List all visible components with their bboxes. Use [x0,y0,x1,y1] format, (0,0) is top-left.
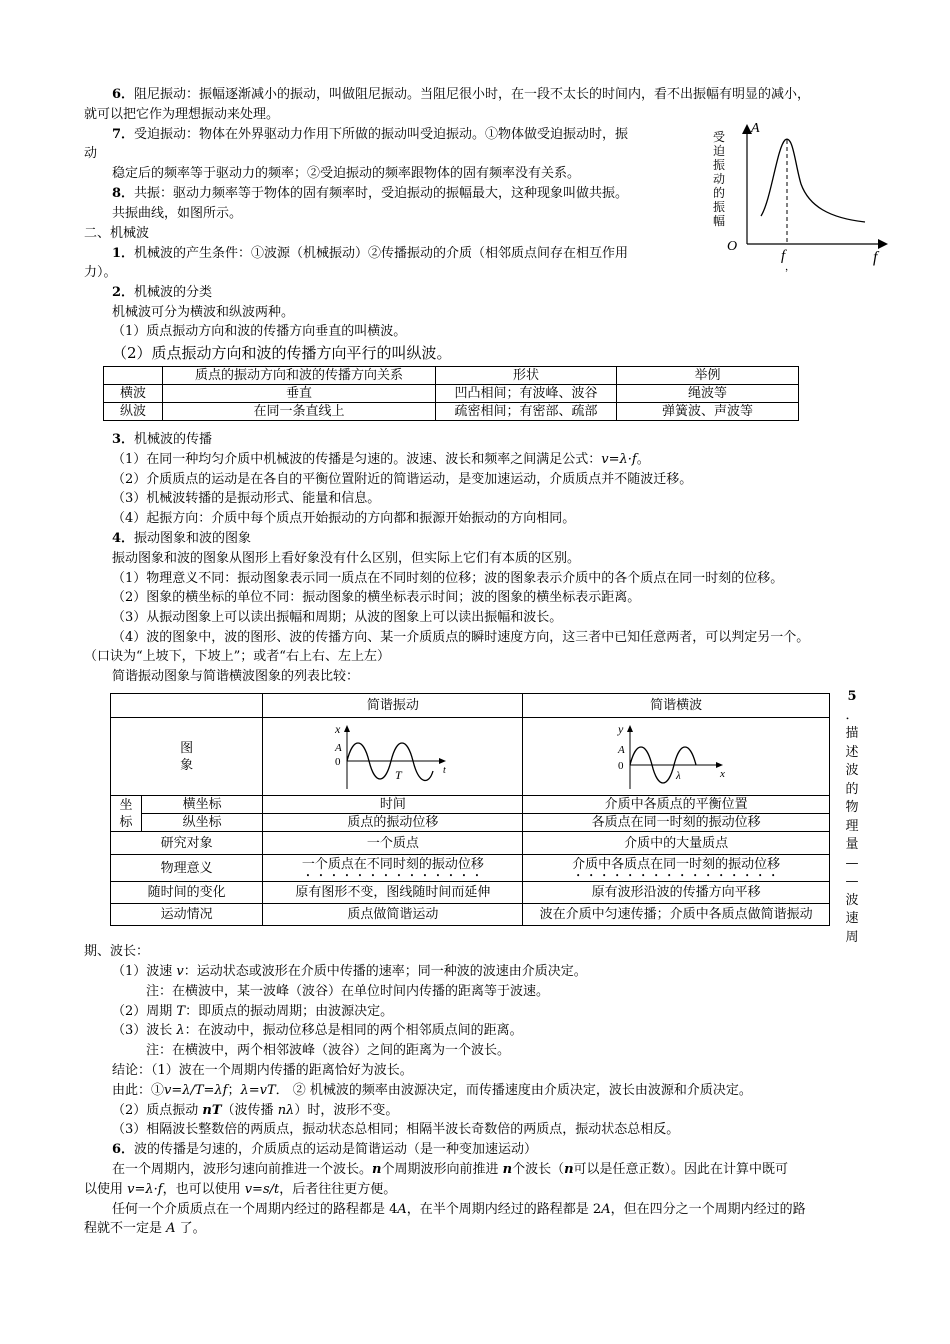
vertical-char: ． [845,707,859,723]
amplitude-label-char: 受 [712,130,725,144]
table-cell: 波在介质中匀速传播；介质中各质点做简谐振动 [523,904,830,926]
resonance-curve-svg [705,118,895,278]
a-axis-letter: A [751,121,760,136]
table-row [104,403,799,421]
item-7-cont2: 稳定后的频率等于驱动力的频率；②受迫振动的频率跟物体的固有频率没有关系。 [112,166,581,181]
wave-item-3-l1: （1）在同一种均匀介质中机械波的传播是匀速的。波速、波长和频率之间满足公式：v=λ·f。 [112,452,650,467]
table-cell: 纵波 [104,403,163,421]
amplitude-label-char: 迫 [712,144,725,158]
table-cell: 横坐标 [142,796,263,814]
table-cell: 介质中各质点的平衡位置 [523,796,830,814]
table-row [111,904,830,926]
table-cell: 一个质点在不同时刻的振动位移 [263,855,523,882]
origin-label: O [727,239,738,254]
item-6: 6．阻尼振动：振幅逐渐减小的振动，叫做阻尼振动。当阻尼很小时，在一段不太长的时间内，看不出振幅有明显的减小， [112,87,811,102]
graph-y-label: y [618,721,624,736]
table-row [111,832,830,855]
table-cell: 原有图形不变，图线随时间而延伸 [263,882,523,904]
vertical-char: 量 [845,837,859,852]
comparison-table [110,693,830,926]
item-8: 8．共振：驱动力频率等于物体的固有频率时，受迫振动的振幅最大，这种现象叫做共振。 [112,186,629,201]
f0-subscript: ， [785,262,795,273]
item-6b-p1: 在一个周期内，波形匀速向前推进一个波长。n个周期波形向前推进 n个波长（n可以是任意正数）。因此在计算中既可 [112,1162,789,1177]
resonance-curve [761,139,865,222]
table-cell: 介质中的大量质点 [523,832,830,855]
wave-item-2-l2: （1）质点振动方向和波的传播方向垂直的叫横波。 [112,324,407,339]
item-5-l4: （3）波长 λ：在波动中，振动位移总是相同的两个相邻质点间的距离。 [112,1023,523,1038]
item-6b-p2: 以使用 v=λ·f，也可以使用 v=s/t，后者往往更方便。 [84,1182,397,1197]
item-7-cont1: 动 [84,146,98,161]
table-row [111,855,830,882]
item-5-l8: （2）质点振动 nT（波传播 nλ）时，波形不变。 [112,1103,399,1118]
wave-item-3-l4: （4）起振方向：介质中每个质点开始振动的方向都和振源开始振动的方向相同。 [112,511,576,526]
vertical-char: 速 [845,911,859,926]
wave-item-4-l2: （1）物理意义不同：振动图象表示同一质点在不同时刻的位移；波的图象表示介质中的各个质点在同一时刻的位移。 [112,571,784,586]
item-5-vertical-text [845,688,859,947]
table-header-oscillation: 简谐振动 [263,694,523,718]
wave-item-3-l2: （2）介质质点的运动是在各自的平衡位置附近的简谐运动，是变加速运动，介质质点并不随波迁移。 [112,472,693,487]
graph-zero-label: 0 [618,759,624,772]
vertical-char: 述 [845,744,859,760]
table-cell [111,694,263,718]
graph-t-label: t [442,764,446,776]
table-cell: 纵坐标 [142,814,263,832]
table-cell: 时间 [263,796,523,814]
table-cell: 随时间的变化 [111,882,263,904]
vertical-char: 理 [845,818,859,834]
item-5-l3: （2）周期 T：即质点的振动周期；由波源决定。 [112,1004,394,1019]
wave-graph [616,721,736,793]
graph-zero-label: 0 [334,755,341,768]
table-cell: 坐 标 [111,796,142,832]
item-5-l5: 注：在横波中，两个相邻波峰（波谷）之间的距离为一个波长。 [146,1043,511,1058]
table-cell: 图 象 [111,718,263,796]
table-row [111,796,830,814]
table-cell: 一个质点 [263,832,523,855]
item-5-l2: 注：在横波中，某一波峰（波谷）在单位时间内传播的距离等于波速。 [146,984,550,999]
graph-period-label: T [394,767,402,782]
table-row [111,814,830,832]
vertical-char: — [845,855,859,871]
amplitude-label-char: 幅 [712,214,725,228]
vertical-char: 的 [845,781,859,797]
item-5-l7: 由此：①v=λ/T=λf；λ=vT． ② 机械波的频率由波源决定，而传播速度由介质决定，波长由波源和介质决定。 [112,1083,752,1098]
wave-item-4-l1: 振动图象和波的图象从图形上看好象没有什么区别，但实际上它们有本质的区别。 [112,551,581,566]
wave-item-3-l3: （3）机械波转播的是振动形式、能量和信息。 [112,491,381,506]
item-6b-p3: 任何一个介质质点在一个周期内经过的路程都是 4A，在半个周期内经过的路程都是 2A，但在四分之一个周期内经过的路 [112,1202,806,1217]
table-cell: 横波 [104,385,163,403]
wave-item-2-l1: 机械波可分为横波和纵波两种。 [112,305,295,320]
item-6b: 6．波的传播是匀速的，介质质点的运动是简谐运动（是一种变加速运动） [112,1142,538,1157]
wave-item-4-l3: （2）图象的横坐标的单位不同：振动图象的横坐标表示时间；波的图象的横坐标表示距离。 [112,590,641,605]
wave-item-4-l6: （口诀为“上坡下，下坡上”；或者“右上右、左上左） [84,649,390,664]
amplitude-label-char: 的 [712,186,725,200]
table-row-graph [111,718,830,796]
graph-y-label: x [334,721,341,736]
section-2-heading: 二、机械波 [84,226,150,241]
table-cell: 疏密相间；有密部、疏部 [436,403,617,421]
f-axis-arrow [878,239,888,249]
y-axis-arrow [627,725,633,732]
table-cell: 质点做简谐运动 [263,904,523,926]
graph-a-label: A [618,743,625,756]
wave-item-1: 1．机械波的产生条件：①波源（机械振动）②传播振动的介质（相邻质点间存在相互作用 [112,246,629,261]
wave-item-3: 3．机械波的传播 [112,432,213,447]
table-cell: 举例 [617,367,799,385]
vertical-char: 波 [845,763,859,778]
graph-lambda-label: λ [676,769,681,782]
table-cell: 弹簧波、声波等 [617,403,799,421]
sine-curve [347,743,433,780]
wave-item-4-l4: （3）从振动图象上可以读出振幅和周期；从波的图象上可以读出振幅和波长。 [112,610,563,625]
oscillation-graph-cell [263,718,523,796]
table-row [104,385,799,403]
wave-graph-cell [523,718,830,796]
wave-item-4: 4．振动图象和波的图象 [112,531,252,546]
wave-type-table [103,366,799,421]
table-cell: 物理意义 [111,855,263,882]
table-cell: 研究对象 [111,832,263,855]
vertical-char: 波 [845,892,859,908]
f0-label: f [781,248,786,264]
item-7: 7．受迫振动：物体在外界驱动力作用下所做的振动叫受迫振动。①物体做受迫振动时，振 [112,127,629,142]
resonance-figure [705,118,895,278]
table-header-wave: 简谐横波 [523,694,830,718]
f-axis-letter: f [873,249,878,266]
vertical-char: — [845,874,859,889]
oscillation-graph [333,721,453,793]
amplitude-label-char: 振 [712,200,725,214]
amplitude-label-char: 动 [712,172,725,186]
vertical-char: 描 [845,726,859,741]
table-cell: 绳波等 [617,385,799,403]
table-row [111,694,830,718]
item-6b-p4: 程就不一定是 A 了。 [84,1221,206,1236]
wave-item-1-cont: 力）。 [84,265,117,280]
item-5-cont: 期、波长： [84,944,150,959]
item-6-cont: 就可以把它作为理想振动来处理。 [84,107,280,122]
item-8-cont: 共振曲线，如图所示。 [112,206,243,221]
table-cell: 原有波形沿波的传播方向平移 [523,882,830,904]
item-5-l1: （1）波速 v：运动状态或波形在介质中传播的速率；同一种波的波速由介质决定。 [112,964,587,979]
item-5-l9: （3）相隔波长整数倍的两质点，振动状态总相同；相隔半波长奇数倍的两质点，振动状态总相反。 [112,1122,680,1137]
table-cell: 运动情况 [111,904,263,926]
wave-item-4-l7: 简谐振动图象与简谐横波图象的列表比较： [112,669,360,684]
table-cell: 凹凸相间；有波峰、波谷 [436,385,617,403]
graph-x-label: x [720,767,726,780]
table-cell: 垂直 [163,385,436,403]
vertical-char: 周 [845,929,859,945]
table-cell: 质点的振动方向和波的传播方向关系 [163,367,436,385]
table-cell: 质点的振动位移 [263,814,523,832]
wave-item-2: 2．机械波的分类 [112,285,213,300]
amplitude-label-char: 振 [712,158,725,172]
table-cell: 形状 [436,367,617,385]
x-axis-arrow [344,725,350,732]
table-cell: 介质中各质点在同一时刻的振动位移 [523,855,830,882]
item-5-l6: 结论：（1）波在一个周期内传播的距离恰好为波长。 [112,1063,413,1078]
graph-a-label: A [334,741,342,754]
table-row [111,882,830,904]
wave-item-4-l5: （4）波的图象中，波的图形、波的传播方向、某一介质质点的瞬时速度方向，这三者中已知任意两者，可以判定另一个。 [112,630,810,645]
table-cell: 在同一条直线上 [163,403,436,421]
table-cell [104,367,163,385]
vertical-char: 物 [845,800,859,815]
table-row [104,367,799,385]
table-cell: 各质点在同一时刻的振动位移 [523,814,830,832]
t-axis-arrow [439,758,446,764]
vertical-char: 5 [847,689,857,704]
wave-item-2-l3: （2）质点振动方向和波的传播方向平行的叫纵波。 [112,344,452,362]
